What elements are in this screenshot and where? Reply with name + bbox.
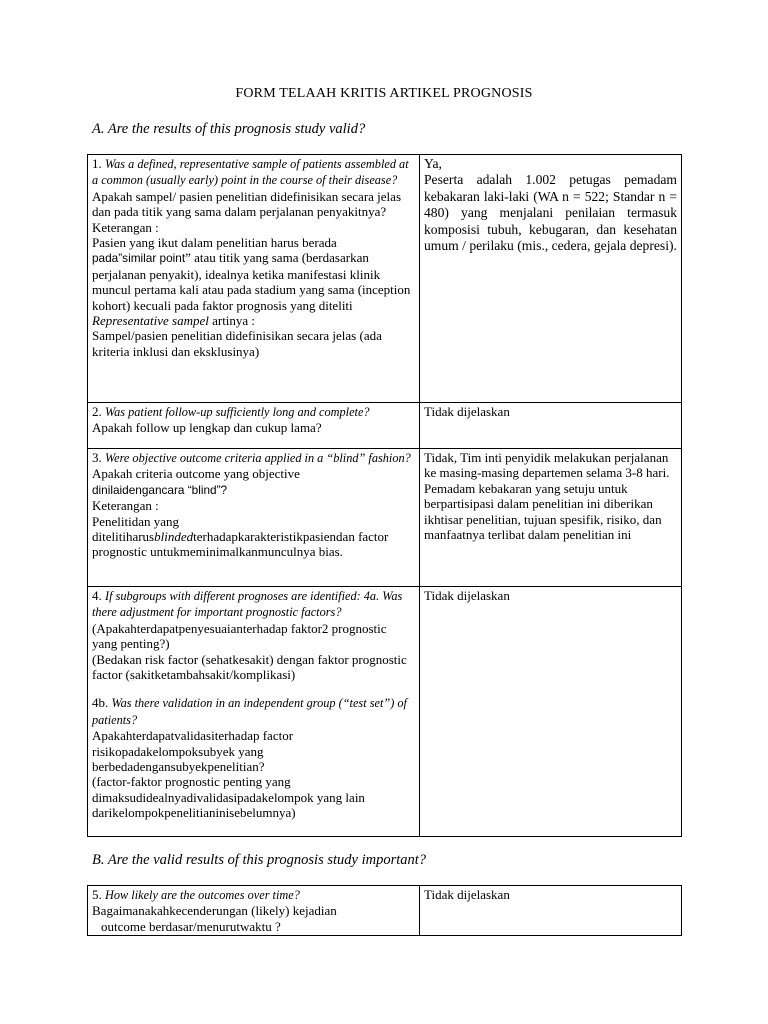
section-a-table bbox=[87, 154, 682, 837]
question-indonesian: Apakah sampel/ pasien penelitian didefinisikan secara jelas dan pada titik yang sama dalam perjalanan penyakitnya? bbox=[92, 188, 401, 220]
question-indonesian-blind: dinilaidengancara “blind”? bbox=[92, 482, 228, 497]
question-number: 4. bbox=[92, 588, 102, 603]
section-b-table bbox=[87, 885, 682, 936]
question-cell-3 bbox=[88, 449, 420, 587]
answer-text: Tidak dijelaskan bbox=[424, 887, 510, 902]
question-cell-4 bbox=[88, 587, 420, 837]
answer-text: Tidak, Tim inti penyidik melakukan perjalanan ke masing-masing departemen selama 3-8 hari. Pemadam kebakaran yang setuju untuk berpartisipasi dalam penelitian ini diberikan ikhtisar penelitian, tujuan spesifik, risiko, dan manfaatnya terlibat dalam penelitian ini bbox=[424, 450, 670, 543]
answer-text: Tidak dijelaskan bbox=[424, 588, 510, 603]
answer-cell-3 bbox=[420, 449, 682, 587]
answer-cell-4 bbox=[420, 587, 682, 837]
section-b-heading: B. Are the valid results of this prognosis study important? bbox=[92, 852, 427, 868]
question-indonesian-4b: Apakahterdapatvalidasiterhadap factor risikopadakelompoksubyek yang berbedadengansubyekpenelitian? bbox=[92, 728, 294, 775]
form-title: FORM TELAAH KRITIS ARTIKEL PROGNOSIS bbox=[235, 86, 533, 101]
question-english: Was a defined, representative sample of patients assembled at a common (usually early) point in the course of their disease? bbox=[92, 157, 409, 188]
note-text-blinded: blinded bbox=[154, 529, 194, 545]
question-cell-5 bbox=[88, 886, 420, 936]
note-text: ditelitiharus bbox=[92, 529, 155, 545]
table-row-q4 bbox=[88, 587, 682, 837]
table-row-q5 bbox=[88, 886, 682, 936]
note-text-rest: ” atau titik yang sama (berdasarkan perjalanan penyakit), idealnya ketika manifestasi klinik muncul pertama kali atau pada stadium yang sama (inception kohort) kecuali pada faktor prognosis yang diteliti bbox=[92, 250, 411, 313]
answer-cell-2 bbox=[420, 403, 682, 449]
question-indonesian: (Bedakan risk factor (sehatkesakit) dengan faktor prognostic factor (sakitketambahsakit/komplikasi) bbox=[92, 651, 407, 683]
question-english: If subgroups with different prognoses are identified: 4a. Was there adjustment for important prognostic factors? bbox=[92, 589, 403, 620]
question-indonesian: Apakah follow up lengkap dan cukup lama? bbox=[92, 420, 322, 436]
question-english-4b: Was there validation in an independent group (“test set”) of patients? bbox=[92, 696, 407, 727]
question-number-4b: 4b. bbox=[92, 695, 109, 711]
table-row-q1 bbox=[88, 155, 682, 403]
question-number: 5. bbox=[92, 887, 102, 902]
section-a-heading: A. Are the results of this prognosis study valid? bbox=[92, 121, 366, 137]
question-english: Were objective outcome criteria applied in a “blind” fashion? bbox=[105, 451, 411, 465]
question-indonesian: Bagaimanakahkecenderungan (likely) kejadian bbox=[92, 903, 337, 919]
answer-cell-5 bbox=[420, 886, 682, 936]
question-indonesian: Apakah criteria outcome yang objective bbox=[92, 466, 300, 482]
answer-text: Tidak dijelaskan bbox=[424, 404, 510, 419]
question-english: Was patient follow-up sufficiently long and complete? bbox=[105, 405, 370, 419]
question-number: 1. bbox=[92, 156, 102, 171]
note-label: Keterangan : bbox=[92, 219, 159, 235]
question-indonesian: (Apakahterdapatpenyesuaianterhadap faktor2 prognostic yang penting?) bbox=[92, 620, 387, 652]
table-row-q2 bbox=[88, 403, 682, 449]
answer-cell-1 bbox=[420, 155, 682, 403]
table-row-q3 bbox=[88, 449, 682, 587]
question-cell-2 bbox=[88, 403, 420, 449]
representative-sample-definition: Sampel/pasien penelitian didefinisikan secara jelas (ada kriteria inklusi dan eksklusinya) bbox=[92, 328, 382, 359]
note-label: Keterangan : bbox=[92, 498, 159, 514]
note-text: Penelitidan yang bbox=[92, 513, 180, 529]
note-text: terhadapkarakteristikpasiendan factor prognostic untukmeminimalkanmunculnya bias. bbox=[92, 529, 389, 560]
answer-text: Peserta adalah 1.002 petugas pemadam kebakaran laki-laki (WA n = 522; Standar n = 480) yang menjalani penilaian termasuk komposisi tubuh, kebugaran, dan kesehatan umum / perilaku (mis., cedera, gejala depresi). bbox=[424, 172, 677, 254]
note-text-similar-point: pada”similar point bbox=[92, 251, 186, 266]
question-english: How likely are the outcomes over time? bbox=[105, 888, 300, 902]
question-indonesian-4b: (factor-faktor prognostic penting yang dimaksudidealnyadivalidasipadakelompok yang lain darikelompokpenelitianinisebelumnya) bbox=[92, 774, 365, 821]
representative-sample-label: Representative sampel bbox=[92, 313, 209, 329]
answer-ya: Ya, bbox=[424, 156, 442, 171]
question-number: 3. bbox=[92, 450, 102, 465]
question-cell-1 bbox=[88, 155, 420, 403]
note-text: Pasien yang ikut dalam penelitian harus berada bbox=[92, 235, 337, 251]
question-number: 2. bbox=[92, 404, 102, 419]
representative-sample-suffix: artinya : bbox=[208, 313, 256, 329]
question-indonesian: outcome berdasar/menurutwaktu ? bbox=[101, 918, 281, 934]
